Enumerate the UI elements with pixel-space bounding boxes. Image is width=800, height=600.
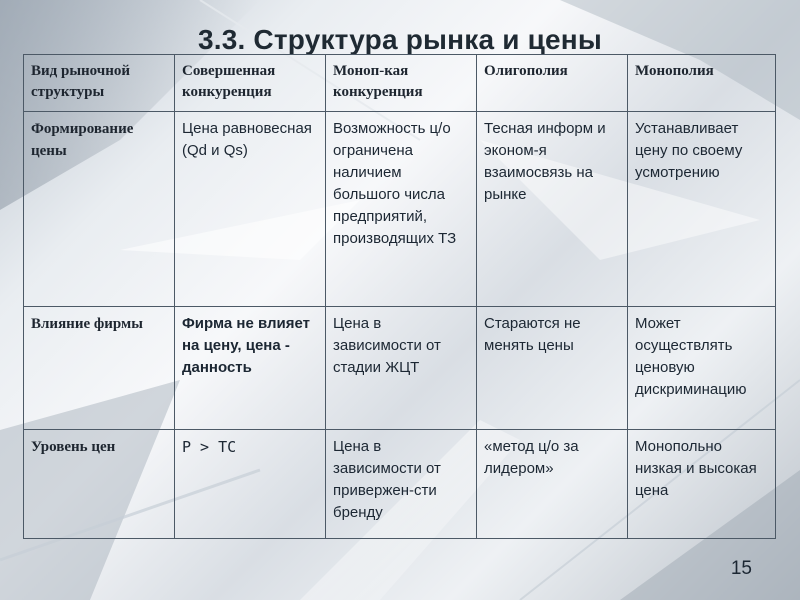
table-row: [24, 307, 776, 430]
row-label: Формирование цены: [24, 112, 175, 307]
table-cell: Устанавливает цену по своему усмотрению: [628, 112, 776, 307]
header-cell: Совершенная конкуренция: [175, 55, 326, 112]
table-cell: Тесная информ и эконом-я взаимосвязь на рынке: [477, 112, 628, 307]
table-header-row: [24, 55, 776, 112]
slide-title: 3.3. Структура рынка и цены: [197, 24, 603, 55]
table-cell: Фирма не влияет на цену, цена - данность: [175, 307, 326, 430]
table-cell: Стараются не менять цены: [477, 307, 628, 430]
header-cell: Олигополия: [477, 55, 628, 112]
market-structure-table: [23, 54, 776, 539]
table-cell: Возможность ц/о ограничена наличием большого числа предприятий, производящих ТЗ: [326, 112, 477, 307]
table-cell: Цена равновесная (Qd и Qs): [175, 112, 326, 307]
row-label: Влияние фирмы: [24, 307, 175, 430]
table-cell: Монопольно низкая и высокая цена: [628, 430, 776, 539]
header-cell: Вид рыночной структуры: [24, 55, 175, 112]
header-cell: Моноп-кая конкуренция: [326, 55, 477, 112]
header-cell: Монополия: [628, 55, 776, 112]
table-row: [24, 430, 776, 539]
table-row: [24, 112, 776, 307]
row-label: Уровень цен: [24, 430, 175, 539]
table-cell: «метод ц/о за лидером»: [477, 430, 628, 539]
table-cell: P > TC: [175, 430, 326, 539]
table-cell: Может осуществлять ценовую дискриминацию: [628, 307, 776, 430]
page-number: 15: [730, 558, 752, 579]
table-cell: Цена в зависимости от привержен-сти бренду: [326, 430, 477, 539]
table-cell: Цена в зависимости от стадии ЖЦТ: [326, 307, 477, 430]
